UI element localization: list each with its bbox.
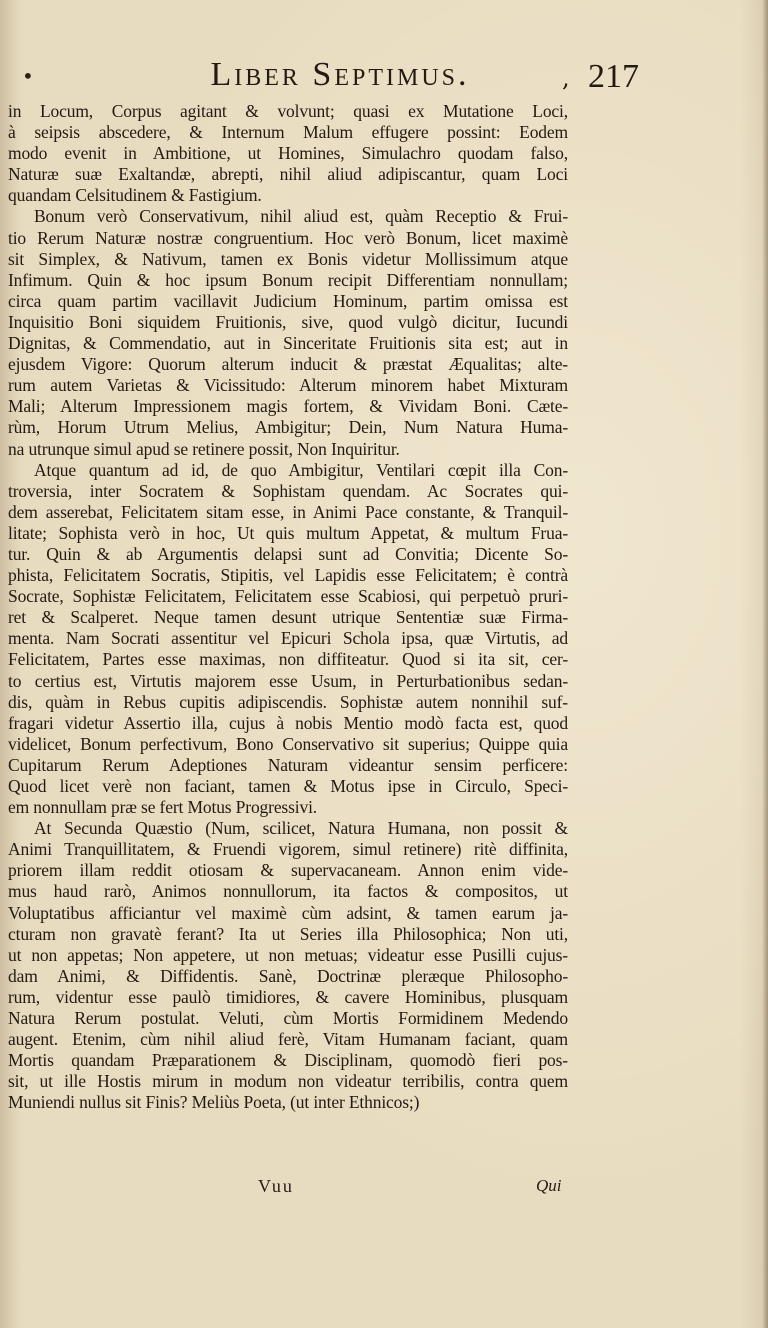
text-line: ret & Scalperet. Neque tamen desunt utrique Sententiæ suæ Firma- [8, 607, 568, 628]
text-line: Infimum. Quin & hoc ipsum Bonum recipit Differentiam nonnullam; [8, 269, 568, 290]
text-line: Felicitatem, Partes esse maximas, non diffiteatur. Quod si ita sit, cer- [8, 649, 568, 670]
text-line: à seipsis abscedere, & Internum Malum effugere possint: Eodem [8, 122, 568, 143]
header-comma: , [562, 64, 570, 92]
text-line: circa quam partim vacillavit Judicium Hominum, partim omissa est [8, 290, 568, 311]
text-line: mus haud rarò, Animos nonnullorum, ita factos & compositos, ut [8, 881, 568, 902]
text-line: to certius est, Virtutis majorem esse Usum, in Perturbationibus sedan- [8, 670, 568, 691]
text-line: Socrate, Sophistæ Felicitatem, Felicitatem esse Scabiosi, qui perpetuò pruri- [8, 586, 568, 607]
text-line: At Secunda Quæstio (Num, scilicet, Natura Humana, non possit & [34, 818, 568, 839]
text-line: Mali; Alterum Impressionem magis fortem, & Vividam Boni. Cæte- [8, 396, 568, 417]
text-line: Voluptatibus afficiantur vel maximè cùm adsint, & tamen earum ja- [8, 902, 568, 923]
text-line: quandam Celsitudinem & Fastigium. [8, 185, 262, 206]
body-text [8, 101, 568, 1114]
text-line: priorem illam reddit otiosam & supervacaneam. Annon enim vide- [8, 860, 568, 881]
text-line: rum, videntur esse paulò timidiores, & cavere Hominibus, plusquam [8, 986, 568, 1007]
text-line: na utrunque simul apud se retinere possit, Non Inquiritur. [8, 438, 400, 459]
text-line: Animi Tranquillitatem, & Fruendi vigorem, simul retinere) ritè diffinita, [8, 839, 568, 860]
text-line: modo evenit in Ambitione, ut Homines, Simulachro quodam falso, [8, 143, 568, 164]
text-line: rùm, Horum Utrum Melius, Ambigitur; Dein, Num Natura Huma- [8, 417, 568, 438]
text-line: Muniendi nullus sit Finis? Meliùs Poeta, (ut inter Ethnicos;) [8, 1092, 420, 1113]
text-line: ut non appetas; Non appetere, ut non metuas; videatur esse Pusilli cujus- [8, 944, 568, 965]
text-line: tur. Quin & ab Argumentis delapsi sunt ad Convitia; Dicente So- [8, 543, 568, 564]
text-line: Natura Rerum postulat. Veluti, cùm Mortis Formidinem Medendo [8, 1008, 568, 1029]
text-line: dis, quàm in Rebus cupitis adipiscendis. Sophistæ autem nonnihil suf- [8, 691, 568, 712]
header-bullet: • [22, 64, 34, 88]
running-title: Liber Septimus. [210, 56, 470, 93]
text-line: Cupitarum Rerum Adeptiones Naturam videantur sensim perficere: [8, 754, 568, 775]
text-line: ejusdem Vigore: Quorum alterum inducit & præstat Æqualitas; alte- [8, 354, 568, 375]
text-line: Quod licet verè non faciant, tamen & Motus ipse in Circulo, Speci- [8, 776, 568, 796]
text-line: rum autem Varietas & Vicissitudo: Alterum minorem habet Mixturam [8, 375, 568, 396]
text-line: em nonnullam præ se fert Motus Progressivi. [8, 797, 318, 818]
text-line: Dignitas, & Commendatio, aut in Sinceritate Fruitionis sita est; aut in [8, 333, 568, 354]
page-number: 217 [588, 58, 639, 95]
text-line: menta. Nam Socrati assentitur vel Epicuri Schola ipsa, quæ Virtutis, ad [8, 628, 568, 649]
text-line: cturam non gravatè ferant? Ita ut Series illa Philosophica; Non uti, [8, 923, 568, 944]
text-line: dam Animi, & Diffidentis. Sanè, Doctrinæ pleræque Philosopho- [8, 965, 568, 986]
text-line: augent. Etenim, cùm nihil aliud ferè, Vitam Humanam faciant, quam [8, 1029, 568, 1050]
page-edge-shadow [762, 0, 768, 1328]
text-line: troversia, inter Socratem & Sophistam quendam. Ac Socrates qui- [8, 480, 568, 501]
text-line: Bonum verò Conservativum, nihil aliud est, quàm Receptio & Frui- [34, 206, 568, 227]
text-line: Inquisitio Boni siquidem Fruitionis, sive, quod vulgò dicitur, Iucundi [8, 311, 568, 332]
text-line: phista, Felicitatem Socratis, Stipitis, vel Lapidis esse Felicitatem; è contrà [8, 565, 568, 586]
text-line: in Locum, Corpus agitant & volvunt; quasi ex Mutatione Loci, [8, 101, 568, 121]
page-footer [0, 1172, 768, 1212]
signature-mark: Vuu [258, 1176, 294, 1196]
running-header [0, 56, 768, 106]
text-line: videlicet, Bonum perfectivum, Bono Conservativo sit superius; Quippe quia [8, 733, 568, 754]
text-line: sit Simplex, & Nativum, tamen ex Bonis videtur Mollissimum atque [8, 248, 568, 269]
text-line: dem asserebat, Felicitatem sitam esse, in Animi Pace constante, & Tranquil- [8, 501, 568, 522]
text-line: fragari videtur Assertio illa, cujus à nobis Mentio modò facta est, quod [8, 712, 568, 733]
catchword: Qui [536, 1176, 562, 1195]
text-line: Mortis quandam Præparationem & Disciplinam, quomodò fieri pos- [8, 1050, 568, 1071]
text-line: tio Rerum Naturæ nostræ congruentium. Hoc verò Bonum, licet maximè [8, 227, 568, 248]
text-line: sit, ut ille Hostis mirum in modum non videatur terribilis, contra quem [8, 1071, 568, 1092]
text-line: Atque quantum ad id, de quo Ambigitur, Ventilari cœpit illa Con- [34, 459, 568, 480]
text-line: litate; Sophista verò in hoc, Ut quis multum Appetat, & multum Frua- [8, 522, 568, 543]
text-line: Naturæ suæ Exaltandæ, abrepti, nihil aliud adipiscantur, quam Loci [8, 164, 568, 185]
